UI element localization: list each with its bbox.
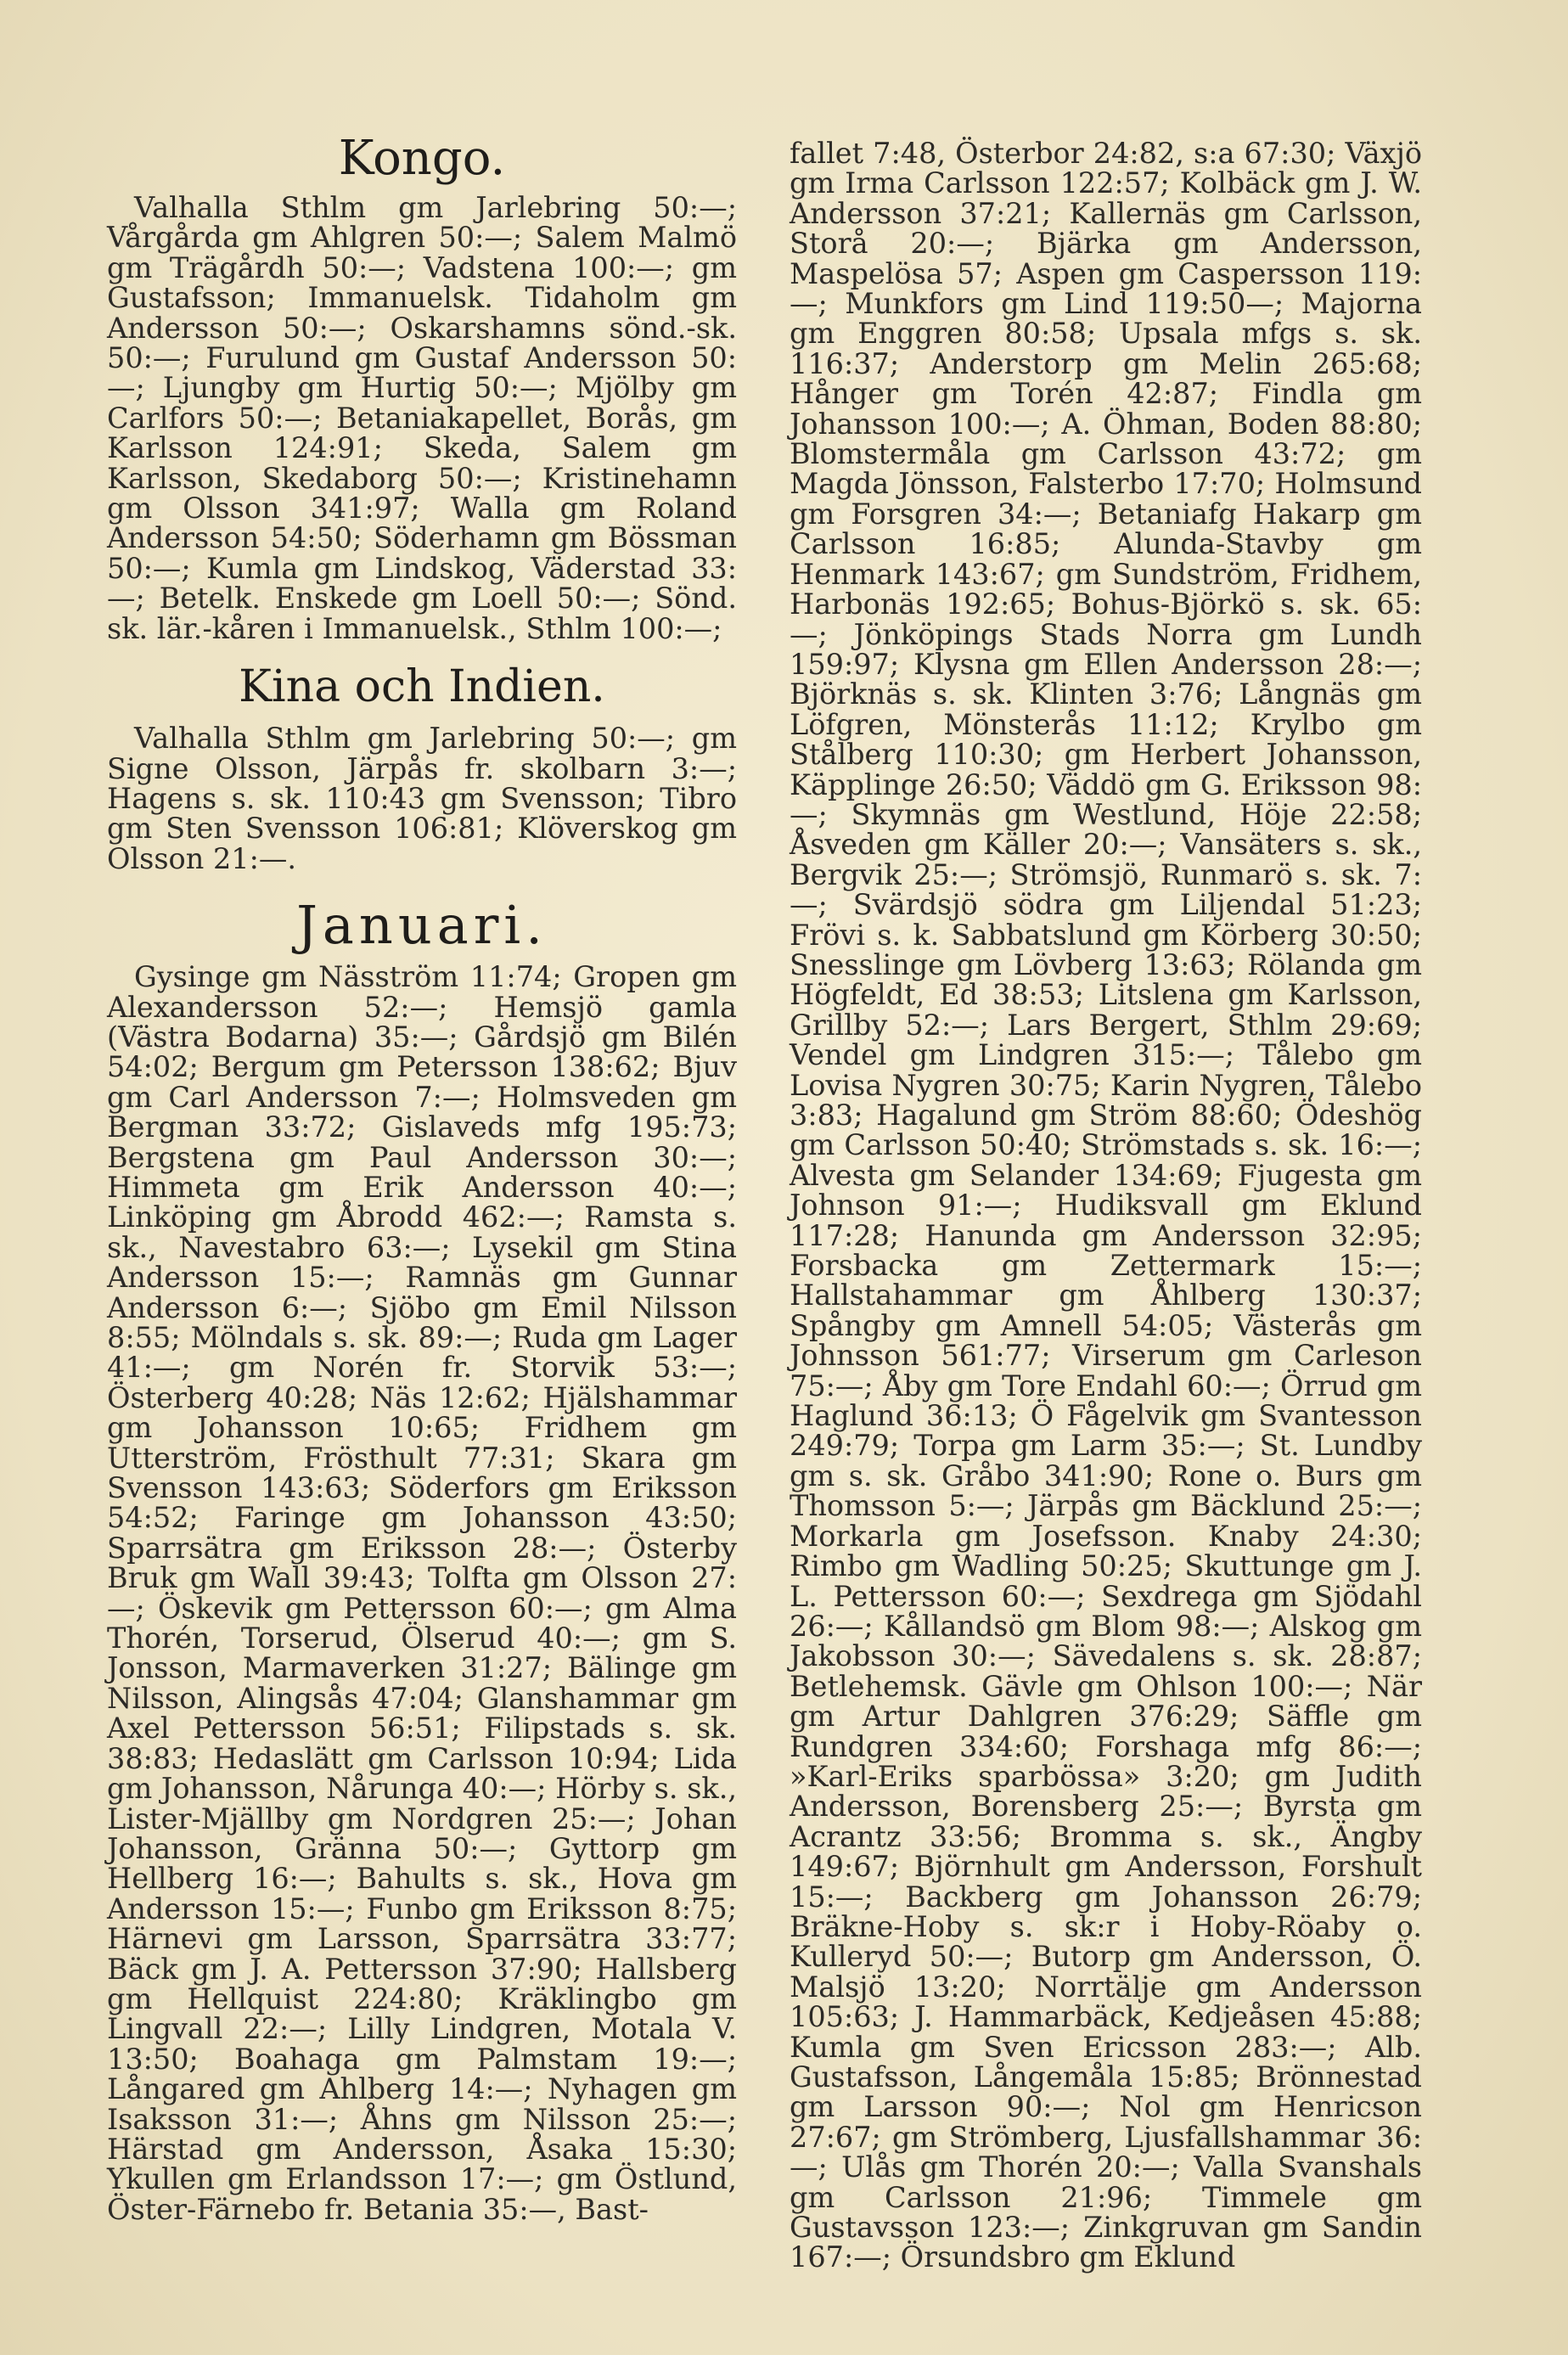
januari-continued-paragraph: fallet 7:48, Österbor 24:82, s:a 67:30; Växjö gm Irma Carlsson 122:57; Kolbäck gm J. W. Andersson 37:21; Kallernäs gm Carlsson, Storå 20:—; Bjärka gm Andersson, Maspelösa 57; Aspen gm Caspersson 119:—; Munkfors gm Lind 119:50—; Majorna gm Enggren 80:58; Upsala mfgs s. sk. 116:37; Anderstorp gm Melin 265:68; Hånger gm Torén 42:87; Findla gm Johansson 100:—; A. Öhman, Boden 88:80; Blomstermåla gm Carlsson 43:72; gm Magda Jönsson, Falsterbo 17:70; Holmsund gm Forsgren 34:—; Betaniafg Hakarp gm Carlsson 16:85; Alunda-Stavby gm Henmark 143:67; gm Sundström, Fridhem, Harbonäs 192:65; Bohus-Björkö s. sk. 65:—; Jönköpings Stads Norra gm Lundh 159:97; Klysna gm Ellen Andersson 28:—; Björknäs s. sk. Klinten 3:76; Långnäs gm Löfgren, Mönsterås 11:12; Krylbo gm Stålberg 110:30; gm Herbert Johansson, Käpplinge 26:50; Väddö gm G. Eriksson 98:—; Skymnäs gm Westlund, Höje 22:58; Åsveden gm Käller 20:—; Vansäters s. sk., Bergvik 25:—; Strömsjö, Runmarö s. sk. 7:—; Svärdsjö södra gm Liljendal 51:23; Frövi s. k. Sabbatslund gm Körberg 30:50; Snesslinge gm Lövberg 13:63; Rölanda gm Högfeldt, Ed 38:53; Litslena gm Karlsson, Grillby 52:—; Lars Bergert, Sthlm 29:69; Vendel gm Lindgren 315:—; Tålebo gm Lovisa Nygren 30:75; Karin Nygren, Tålebo 3:83; Hagalund gm Ström 88:60; Ödeshög gm Carlsson 50:40; Strömstads s. sk. 16:—; Alvesta gm Selander 134:69; Fjugesta gm Johnson 91:—; Hudiksvall gm Eklund 117:28; Hanunda gm Andersson 32:95; Forsbacka gm Zettermark 15:—; Hallstahammar gm Åhlberg 130:37; Spångby gm Amnell 54:05; Västerås gm Johnsson 561:77; Virserum gm Carleson 75:—; Åby gm Tore Endahl 60:—; Örrud gm Haglund 36:13; Ö Fågelvik gm Svantesson 249:79; Torpa gm Larm 35:—; St. Lundby gm s. sk. Gråbo 341:90; Rone o. Burs gm Thomsson 5:—; Järpås gm Bäcklund 25:—; Morkarla gm Josefsson. Knaby 24:30; Rimbo gm Wadling 50:25; Skuttunge gm J. L. Pettersson 60:—; Sexdrega gm Sjödahl 26:—; Kållandsö gm Blom 98:—; Alskog gm Jakobsson 30:—; Sävedalens s. sk. 28:87; Betlehemsk. Gävle gm Ohlson 100:—; När gm Artur Dahlgren 376:29; Säffle gm Rundgren 334:60; Forshaga mfg 86:—; »Karl-Eriks sparbössa» 3:20; gm Judith Andersson, Borensberg 25:—; Byrsta gm Acrantz 33:56; Bromma s. sk., Ängby 149:67; Björnhult gm Andersson, Forshult 15:—; Backberg gm Johansson 26:79; Bräkne-Hoby s. sk:r i Hoby-Röaby o. Kulleryd 50:—; Butorp gm Andersson, Ö. Malsjö 13:20; Norrtälje gm Andersson 105:63; J. Hammarbäck, Kedjeåsen 45:88; Kumla gm Sven Ericsson 283:—; Alb. Gustafsson, Långemåla 15:85; Brönnestad gm Larsson 90:—; Nol gm Henricson 27:67; gm Strömberg, Ljusfallshammar 36:—; Ulås gm Thorén 20:—; Valla Svanshals gm Carlsson 21:96; Timmele gm Gustavsson 123:—; Zinkgruvan gm Sandin 167:—; Örsundsbro gm Eklund [790,137,1422,2274]
heading-kina-och-indien: Kina och Indien. [239,661,605,713]
kongo-paragraph: Valhalla Sthlm gm Jarlebring 50:—; Vårgårda gm Ahlgren 50:—; Salem Malmö gm Trägårdh 50:—; Vadstena 100:—; gm Gustafsson; Immanuelsk. Tidaholm gm Andersson 50:—; Oskarshamns sönd.-sk. 50:—; Furulund gm Gustaf Andersson 50:—; Ljungby gm Hurtig 50:—; Mjölby gm Carlfors 50:—; Betaniakapellet, Borås, gm Karlsson 124:91; Skeda, Salem gm Karlsson, Skedaborg 50:—; Kristinehamn gm Olsson 341:97; Walla gm Roland Andersson 54:50; Söderhamn gm Bössman 50:—; Kumla gm Lindskog, Väderstad 33:—; Betelk. Enskede gm Loell 50:—; Sönd. sk. lär.-kåren i Immanuelsk., Sthlm 100:—; [107,191,737,645]
heading-kongo: Kongo. [338,131,506,186]
heading-januari: Januari. [296,894,548,957]
januari-paragraph: Gysinge gm Näsström 11:74; Gropen gm Alexandersson 52:—; Hemsjö gamla (Västra Bodarna) 35:—; Gårdsjö gm Bilén 54:02; Bergum gm Petersson 138:62; Bjuv gm Carl Andersson 7:—; Holmsveden gm Bergman 33:72; Gislaveds mfg 195:73; Bergstena gm Paul Andersson 30:—; Himmeta gm Erik Andersson 40:—; Linköping gm Åbrodd 462:—; Ramsta s. sk., Navestabro 63:—; Lysekil gm Stina Andersson 15:—; Ramnäs gm Gunnar Andersson 6:—; Sjöbo gm Emil Nilsson 8:55; Mölndals s. sk. 89:—; Ruda gm Lager 41:—; gm Norén fr. Storvik 53:—; Österberg 40:28; Näs 12:62; Hjälshammar gm Johansson 10:65; Fridhem gm Utterström, Frösthult 77:31; Skara gm Svensson 143:63; Söderfors gm Eriksson 54:52; Faringe gm Johansson 43:50; Sparrsätra gm Eriksson 28:—; Österby Bruk gm Wall 39:43; Tolfta gm Olsson 27:—; Öskevik gm Pettersson 60:—; gm Alma Thorén, Torserud, Ölserud 40:—; gm S. Jonsson, Marmaverken 31:27; Bälinge gm Nilsson, Alingsås 47:04; Glanshammar gm Axel Pettersson 56:51; Filipstads s. sk. 38:83; Hedaslätt gm Carlsson 10:94; Lida gm Johansson, Nårunga 40:—; Hörby s. sk., Lister-Mjällby gm Nordgren 25:—; Johan Johansson, Gränna 50:—; Gyttorp gm Hellberg 16:—; Bahults s. sk., Hova gm Andersson 15:—; Funbo gm Eriksson 8:75; Härnevi gm Larsson, Sparrsätra 33:77; Bäck gm J. A. Pettersson 37:90; Hallsberg gm Hellquist 224:80; Kräklingbo gm Lingvall 22:—; Lilly Lindgren, Motala V. 13:50; Boahaga gm Palmstam 19:—; Långared gm Ahlberg 14:—; Nyhagen gm Isaksson 31:—; Åhns gm Nilsson 25:—; Härstad gm Andersson, Åsaka 15:30; Ykullen gm Erlandsson 17:—; gm Östlund, Öster-Färnebo fr. Betania 35:—, Bast- [107,960,737,2226]
kina-paragraph: Valhalla Sthlm gm Jarlebring 50:—; gm Signe Olsson, Järpås fr. skolbarn 3:—; Hagens s. sk. 110:43 gm Svensson; Tibro gm Sten Svensson 106:81; Klöverskog gm Olsson 21:—. [107,722,737,875]
right-column [790,138,1422,2273]
left-column [107,132,737,2224]
